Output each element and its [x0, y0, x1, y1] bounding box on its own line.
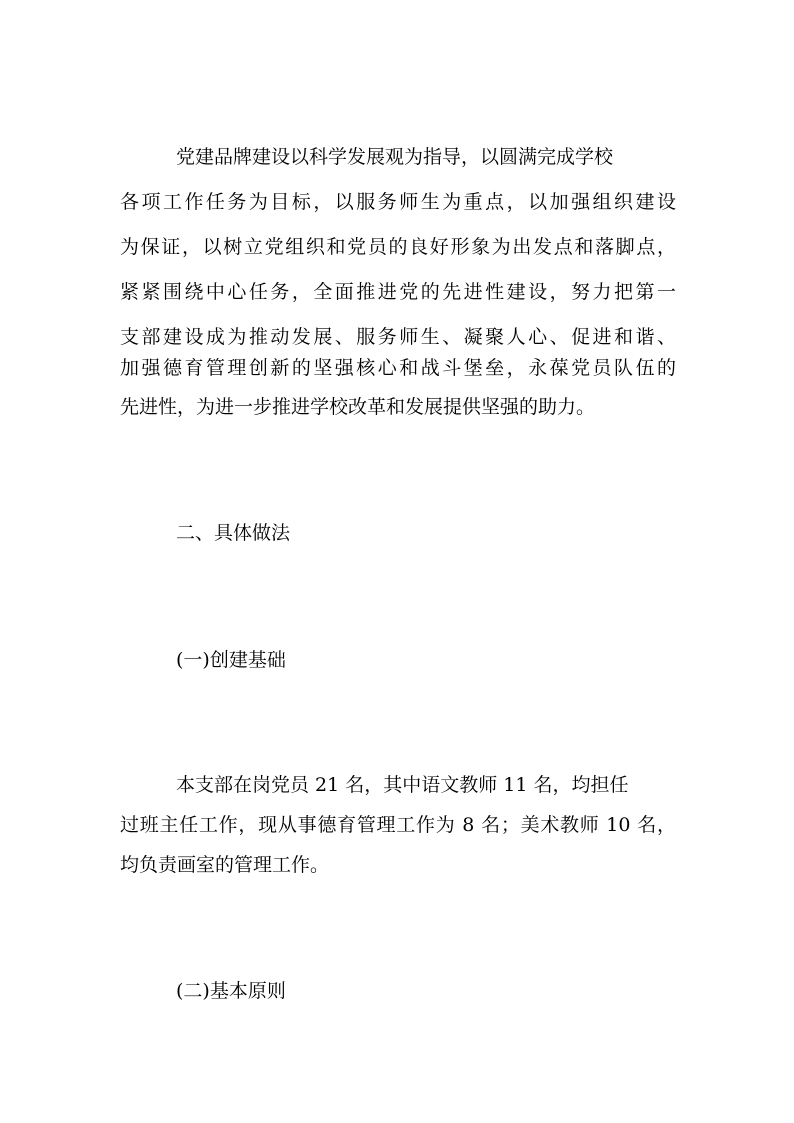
paragraph-line: 加强德育管理创新的坚强核心和战斗堡垒，永葆党员队伍的: [120, 357, 676, 379]
paragraph-line: 均负责画室的管理工作。: [120, 854, 330, 876]
section-heading: 二、具体做法: [176, 522, 291, 544]
subsection-heading: (二)基本原则: [176, 980, 286, 1002]
paragraph-line: 本支部在岗党员 21 名，其中语文教师 11 名，均担任: [176, 774, 629, 796]
subsection-heading: (一)创建基础: [176, 649, 286, 671]
paragraph-line: 支部建设成为推动发展、服务师生、凝聚人心、促进和谐、: [120, 326, 676, 348]
paragraph-line: 紧紧围绕中心任务，全面推进党的先进性建设，努力把第一: [120, 281, 676, 303]
paragraph-line: 先进性，为进一步推进学校改革和发展提供坚强的助力。: [120, 396, 596, 418]
paragraph-line: 各项工作任务为目标，以服务师生为重点，以加强组织建设: [120, 191, 676, 213]
paragraph-line: 党建品牌建设以科学发展观为指导，以圆满完成学校: [176, 146, 614, 168]
paragraph-line: 为保证，以树立党组织和党员的良好形象为出发点和落脚点，: [120, 236, 676, 258]
paragraph-line: 过班主任工作，现从事德育管理工作为 8 名；美术教师 10 名，: [120, 814, 676, 836]
